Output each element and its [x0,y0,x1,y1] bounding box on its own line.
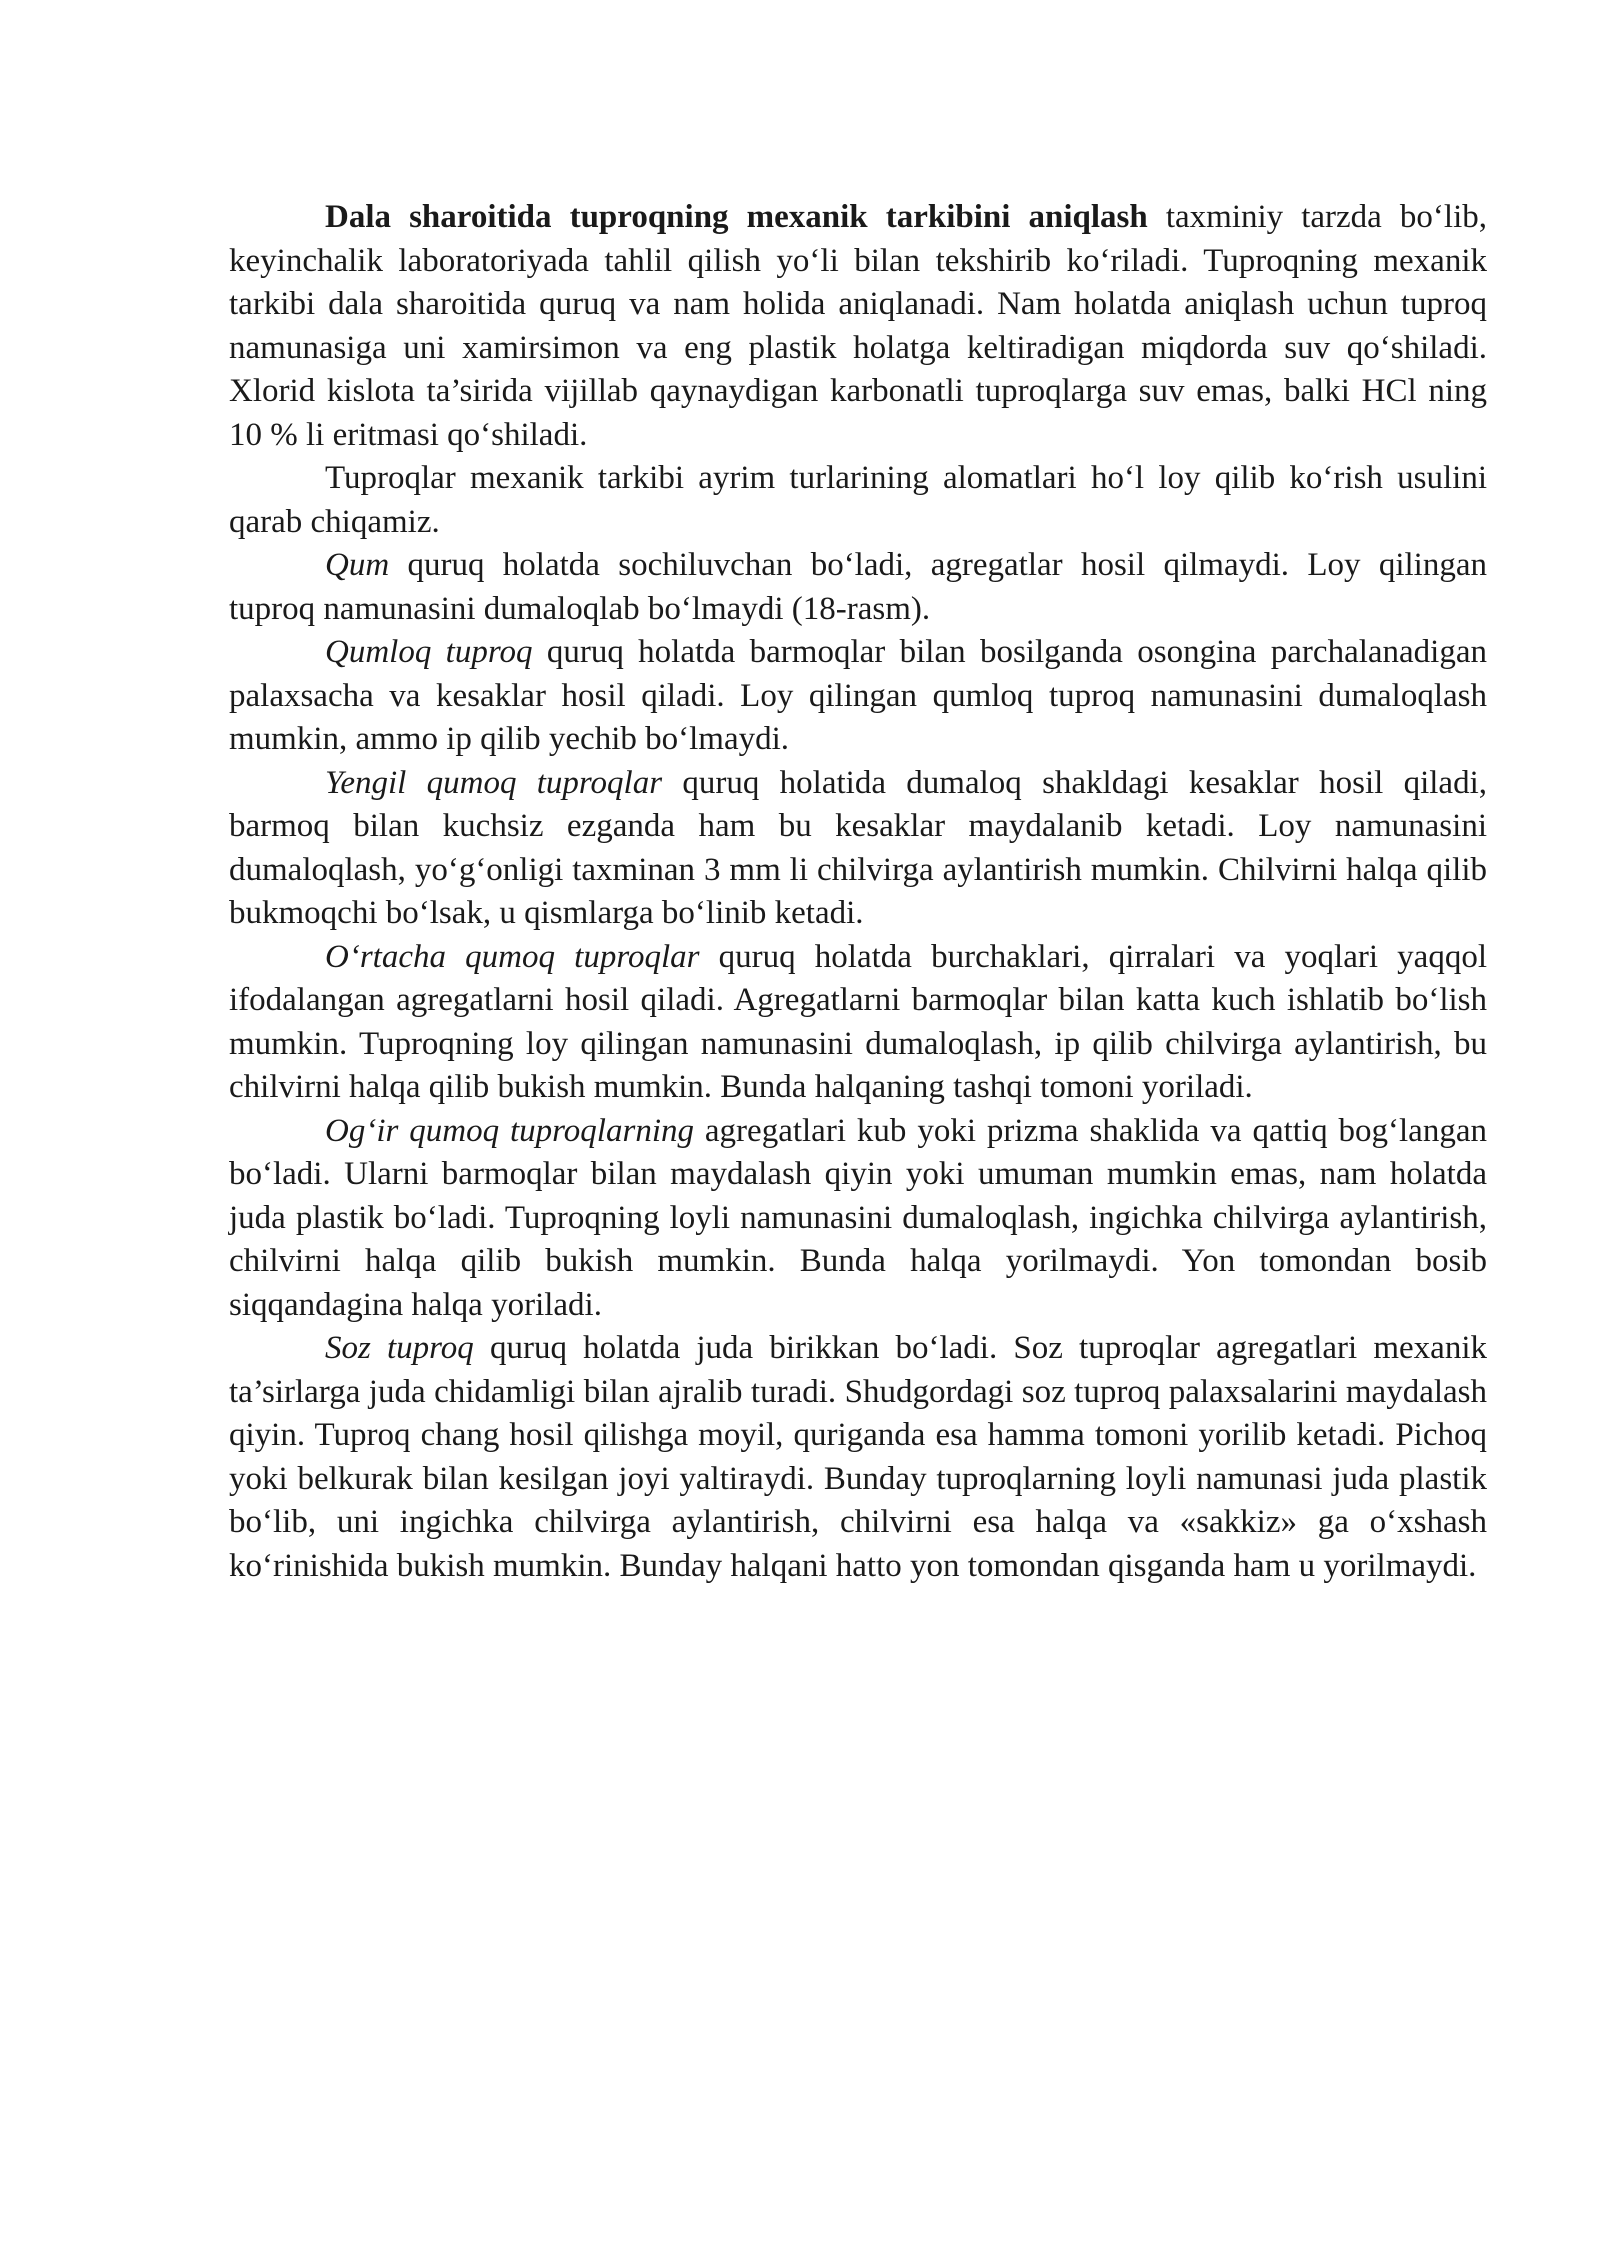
paragraph-qum [229,544,1487,631]
paragraph-lead-italic: Yengil qumoq tuproqlar [325,764,663,801]
paragraph-yengil-qumoq [229,762,1487,936]
paragraph-text: quruq holatida dumaloq shakldagi kesaklar hosil qiladi, barmoq bilan kuchsiz ezganda ham bu kesaklar maydalanib ketadi. Loy namunasini dumaloqlash, yo‘g‘onligi taxminan 3 mm li chilvirga aylantirish mumkin. Chilvirni halqa qilib bukmoqchi bo‘lsak, u qismlarga bo‘linib ketadi. [229,764,1487,931]
paragraph-text: quruq holatda barmoqlar bilan bosilganda osongina parchalanadigan palaxsacha va kesaklar hosil qiladi. Loy qilingan qumloq tuproq namunasini dumaloqlash mumkin, ammo ip qilib yechib bo‘lmaydi. [229,634,1487,757]
paragraph-text: taxminiy tarzda bo‘lib, keyinchalik laboratoriyada tahlil qilish yo‘li bilan tekshirib ko‘riladi. Tuproqning mexanik tarkibi dala sharoitida quruq va nam holida aniqlanadi. Nam holatda aniqlash uchun tuproq namunasiga uni xamirsimon va eng plastik holatga keltiradigan miqdorda suv qo‘shiladi. Xlorid kislota ta’sirida vijillab qaynaydigan karbonatli tuproqlarga suv emas, balki HCl ning 10 % li eritmasi qo‘shiladi. [229,199,1487,453]
paragraph-ogir-qumoq [229,1110,1487,1328]
paragraph-text: quruq holatda juda birikkan bo‘ladi. Soz tuproqlar agregatlari mexanik ta’sirlarga juda chidamligi bilan ajralib turadi. Shudgordagi soz tuproq palaxsalarini maydalash qiyin. Tuproq chang hosil qilishga moyil, quriganda esa hamma tomoni yorilib ketadi. Pichoq yoki belkurak bilan kesilgan joyi yaltiraydi. Bunday tuproqlarning loyli namunasi juda plastik bo‘lib, uni ingichka chilvirga aylantirish, chilvirni esa halqa va «sakkiz» ga o‘xshash ko‘rinishida bukish mumkin. Bunday halqani hatto yon tomondan qisganda ham u yorilmaydi. [229,1330,1487,1584]
paragraph-ortacha-qumoq [229,936,1487,1110]
paragraph-lead-italic: O‘rtacha qumoq tuproqlar [325,938,700,975]
paragraph-lead-italic: Qum [325,547,390,583]
paragraph-methods [229,457,1487,544]
paragraph-text: Tuproqlar mexanik tarkibi ayrim turlarining alomatlari ho‘l loy qilib ko‘rish usulini qarab chiqamiz. [229,460,1487,540]
paragraph-intro [229,196,1487,457]
paragraph-lead-italic: Soz tuproq [325,1330,474,1366]
paragraph-text: quruq holatda sochiluvchan bo‘ladi, agregatlar hosil qilmaydi. Loy qilingan tuproq namunasini dumaloqlab bo‘lmaydi (18-rasm). [229,547,1487,627]
paragraph-lead-italic: Og‘ir qumoq tuproqlarning [325,1112,694,1149]
paragraph-qumloq [229,631,1487,762]
paragraph-soz-tuproq [229,1327,1487,1588]
paragraph-lead-italic: Qumloq tuproq [325,634,533,670]
paragraph-text: quruq holatda burchaklari, qirralari va yoqlari yaqqol ifodalangan agregatlarni hosil qiladi. Agregatlarni barmoqlar bilan katta kuch ishlatib bo‘lish mumkin. Tuproqning loy qilingan namunasini dumaloqlash, ip qilib chilvirga aylantirish, bu chilvirni halqa qilib bukish mumkin. Bunda halqaning tashqi tomoni yoriladi. [229,938,1487,1105]
paragraph-lead-bold: Dala sharoitida tuproqning mexanik tarkibini aniqlash [325,199,1148,235]
paragraph-text: agregatlari kub yoki prizma shaklida va qattiq bog‘langan bo‘ladi. Ularni barmoqlar bilan maydalash qiyin yoki umuman mumkin emas, nam holatda juda plastik bo‘ladi. Tuproqning loyli namunasini dumaloqlash, ingichka chilvirga aylantirish, chilvirni halqa qilib bukish mumkin. Bunda halqa yorilmaydi. Yon tomondan bosib siqqandagina halqa yoriladi. [229,1112,1487,1323]
document-page [229,196,1487,1588]
